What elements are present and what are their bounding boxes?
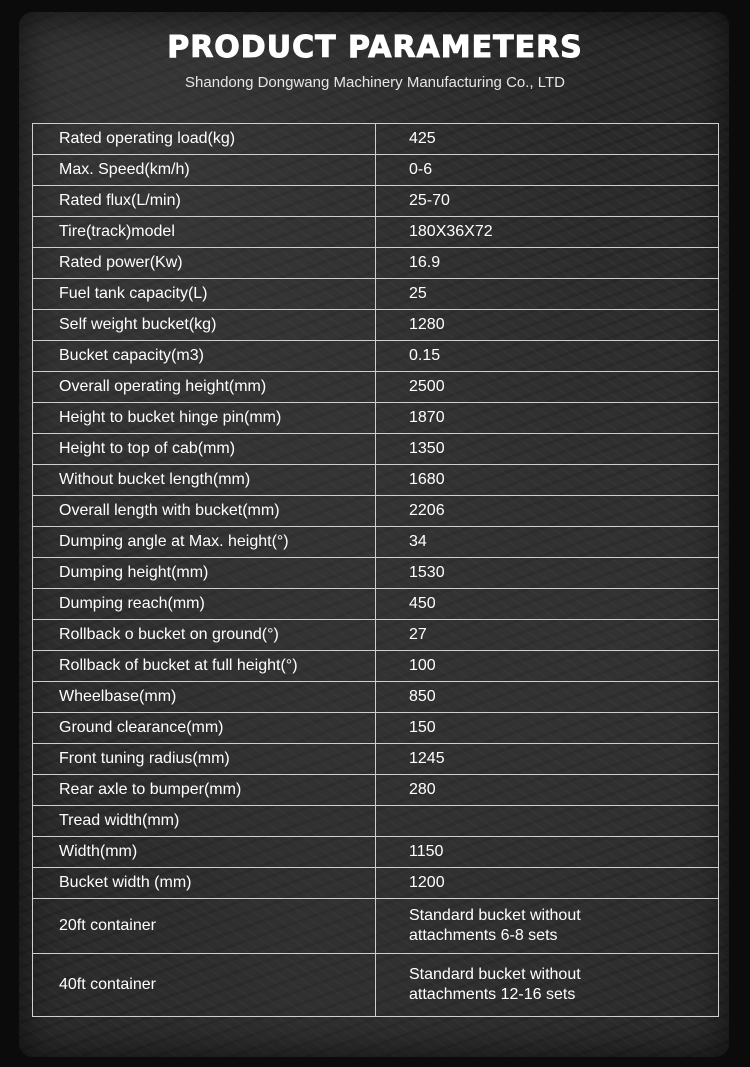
param-value: 0-6 — [376, 155, 719, 186]
table-row — [33, 434, 719, 465]
table-row — [33, 558, 719, 589]
param-label: Tread width(mm) — [33, 806, 376, 837]
parameters-table — [32, 123, 719, 1017]
param-label: Self weight bucket(kg) — [33, 310, 376, 341]
param-label: Overall length with bucket(mm) — [33, 496, 376, 527]
param-value: 2500 — [376, 372, 719, 403]
param-label: Max. Speed(km/h) — [33, 155, 376, 186]
param-label: Dumping height(mm) — [33, 558, 376, 589]
param-value: 450 — [376, 589, 719, 620]
param-label: Dumping reach(mm) — [33, 589, 376, 620]
param-label: Front tuning radius(mm) — [33, 744, 376, 775]
param-value: 280 — [376, 775, 719, 806]
param-label: Rollback of bucket at full height(°) — [33, 651, 376, 682]
param-value: 34 — [376, 527, 719, 558]
table-row — [33, 279, 719, 310]
table-row — [33, 217, 719, 248]
table-row — [33, 806, 719, 837]
table-row — [33, 899, 719, 954]
param-label: Height to top of cab(mm) — [33, 434, 376, 465]
param-value: 1680 — [376, 465, 719, 496]
param-value: 150 — [376, 713, 719, 744]
param-value: 27 — [376, 620, 719, 651]
table-row — [33, 403, 719, 434]
table-row — [33, 341, 719, 372]
param-value: 1150 — [376, 837, 719, 868]
param-value-line: attachments 12-16 sets — [409, 986, 576, 1003]
param-label: Dumping angle at Max. height(°) — [33, 527, 376, 558]
table-row — [33, 775, 719, 806]
param-value: 1200 — [376, 868, 719, 899]
table-row — [33, 682, 719, 713]
table-row — [33, 496, 719, 527]
table-row — [33, 744, 719, 775]
param-label: Bucket width (mm) — [33, 868, 376, 899]
table-row — [33, 713, 719, 744]
table-row — [33, 868, 719, 899]
company-subtitle: Shandong Dongwang Machinery Manufacturing Co., LTD — [185, 74, 565, 91]
param-label: Overall operating height(mm) — [33, 372, 376, 403]
param-label: Without bucket length(mm) — [33, 465, 376, 496]
param-value: 1245 — [376, 744, 719, 775]
param-label: 40ft container — [33, 954, 376, 1017]
param-label: Fuel tank capacity(L) — [33, 279, 376, 310]
param-label: Rollback o bucket on ground(°) — [33, 620, 376, 651]
param-value: 425 — [376, 124, 719, 155]
param-value-line: Standard bucket without — [409, 907, 581, 924]
table-row — [33, 372, 719, 403]
table-row — [33, 248, 719, 279]
param-value: 1530 — [376, 558, 719, 589]
param-value — [376, 899, 719, 954]
table-row — [33, 124, 719, 155]
param-value: 1280 — [376, 310, 719, 341]
param-value: 25 — [376, 279, 719, 310]
table-row — [33, 651, 719, 682]
param-label: Ground clearance(mm) — [33, 713, 376, 744]
table-row — [33, 310, 719, 341]
table-row — [33, 186, 719, 217]
param-value-line: attachments 6-8 sets — [409, 927, 558, 944]
page-title: PRODUCT PARAMETERS — [167, 30, 583, 65]
param-label: Height to bucket hinge pin(mm) — [33, 403, 376, 434]
param-label: Rated power(Kw) — [33, 248, 376, 279]
table-row — [33, 837, 719, 868]
table-row — [33, 620, 719, 651]
table-row — [33, 954, 719, 1017]
param-label: Tire(track)model — [33, 217, 376, 248]
table-row — [33, 465, 719, 496]
param-value: 1870 — [376, 403, 719, 434]
param-value: 25-70 — [376, 186, 719, 217]
param-value: 2206 — [376, 496, 719, 527]
param-value: 100 — [376, 651, 719, 682]
param-value: 0.15 — [376, 341, 719, 372]
param-label: Bucket capacity(m3) — [33, 341, 376, 372]
param-label: 20ft container — [33, 899, 376, 954]
param-label: Rated operating load(kg) — [33, 124, 376, 155]
param-value: 1350 — [376, 434, 719, 465]
table-row — [33, 155, 719, 186]
param-value-line: Standard bucket without — [409, 966, 581, 983]
table-row — [33, 527, 719, 558]
param-label: Rated flux(L/min) — [33, 186, 376, 217]
param-label: Rear axle to bumper(mm) — [33, 775, 376, 806]
param-value — [376, 806, 719, 837]
param-value: 16.9 — [376, 248, 719, 279]
param-label: Wheelbase(mm) — [33, 682, 376, 713]
param-label: Width(mm) — [33, 837, 376, 868]
table-row — [33, 589, 719, 620]
param-value — [376, 954, 719, 1017]
param-value: 180X36X72 — [376, 217, 719, 248]
param-value: 850 — [376, 682, 719, 713]
